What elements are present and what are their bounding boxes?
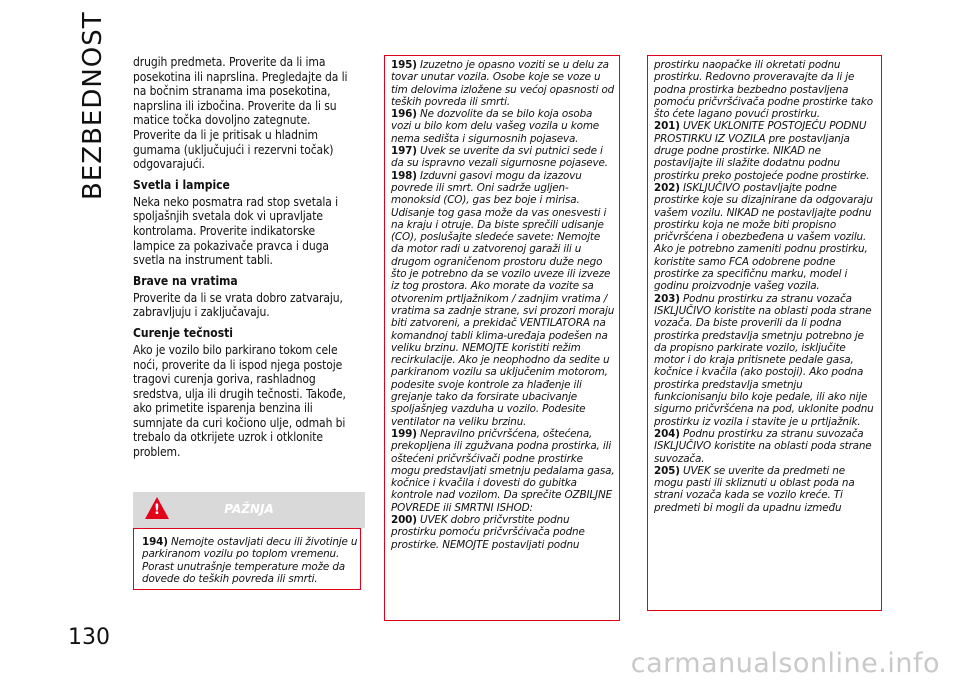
warning-note [142, 536, 360, 585]
note-item [391, 170, 615, 428]
note-item [654, 465, 877, 514]
note-text: UVEK se uverite da predmeti ne mogu pasti ili skliznuti u oblast poda na strani vozača kada se vozilo kreće. Ti predmeti bi mogli da upadnu između [654, 464, 855, 514]
notes-column-2 [384, 55, 620, 621]
watermark: carmanualsonline.info [630, 648, 940, 679]
warning-exclamation: ! [153, 502, 161, 518]
note-number: 195) [391, 59, 417, 71]
note-number: 197) [391, 145, 417, 158]
note-text: Podnu prostirku za stranu suvozača ISKLJUČIVO koristite na oblasti poda strane suvozača. [654, 427, 872, 465]
note-text: Uvek se uverite da svi putnici sede i da su ispravno vezali sigurnosne pojaseve. [391, 145, 608, 170]
note-number: 203) [654, 292, 680, 305]
heading-lights: Svetla i lampice [133, 177, 230, 192]
note-text: prostirku naopačke ili okretati podnu prostirku. Redovno proveravajte da li je podna prostirka bezbedno postavljena pomoću pričvršćivača podne prostirke tako što ćete lagano povući prostirku. [654, 59, 873, 121]
lights-paragraph: Neka neko posmatra rad stop svetala i spoljašnjih svetala dok vi upravljate kontrolama. Proverite indikatorske lampice za pokazivače pravca i duga svetla na instrument tabli. [133, 194, 338, 268]
main-text-column [133, 55, 355, 466]
intro-paragraph: drugih predmeta. Proverite da li ima posekotina ili naprslina. Pregledajte da li na bočnim stranama ima posekotina, naprslina ili izbočina. Proverite da li su matice točka dovoljno zategnute. Proverite da li je pritisak u hladnim gumama (uključujući i rezervni točak) odgovarajući. [133, 55, 348, 172]
note-number: 199) [391, 427, 417, 440]
note-number: 201) [654, 120, 680, 133]
note-item [654, 428, 877, 465]
note-text: Ne dozvolite da se bilo koja osoba vozi u bilo kom delu vašeg vozila u kome nema sedišta i sigurnosnih pojaseva. [391, 108, 600, 145]
warning-header [133, 492, 365, 528]
note-item [391, 59, 615, 108]
heading-fluid-leaks: Curenje tečnosti [133, 325, 234, 340]
note-text: UVEK UKLONITE POSTOJEĆU PODNU PROSTIRKU IZ VOZILA pre postavljanja druge podne prostirke. NIKAD ne postavljajte ili slažite dodatnu podnu prostirku preko postojeće podne prostirke. [654, 120, 870, 182]
note-item [654, 182, 877, 293]
note-item [654, 120, 877, 181]
note-number: 204) [654, 427, 680, 440]
notes-column-3 [647, 55, 882, 611]
note-text: Izuzetno je opasno voziti se u delu za tovar unutar vozila. Osobe koje se voze u tim delovima izložene su većoj opasnosti od teških povreda ili smrti. [391, 59, 615, 108]
door-locks-paragraph: Proverite da li se vrata dobro zatvaraju, zabravljuju i zaključavaju. [133, 290, 343, 320]
note-item [391, 108, 615, 145]
note-text: Podnu prostirku za stranu vozača ISKLJUČIVO koristite na oblasti poda strane vozača. Da biste proverili da li podna prostirka predstavlja smetnju potrebno je da propisno parkirate vozilo, isključite motor i do kraja pritisnete pedale gasa, kočnice i kvačila (ako postoji). Ako podna prostirka predstavlja smetnju funkcionisanju bilo koje pedale, ili ako nije sigurno pričvršćena na pod, uklonite podnu prostirku iz vozila i stavite je u prtljažnik. [654, 292, 874, 428]
note-item [654, 293, 877, 428]
heading-door-locks: Brave na vratima [133, 273, 238, 288]
warning-title: PAŽNJA [224, 502, 274, 516]
note-text: Nepravilno pričvršćena, oštećena, prekopljena ili zgužvana podna prostirka, ili oštećeni pričvršćivači podne prostirke mogu predstavljati smetnju pedalama gasa, kočnice i kvačila i dovesti do gubitka kontrole nad vozilom. Da sprečite OZBILJNE POVREDE ili SMRTNI ISHOD: [391, 427, 615, 514]
note-number: 196) [391, 108, 417, 121]
note-number: 200) [391, 513, 417, 526]
note-text: UVEK dobro pričvrstite podnu prostirku pomoću pričvršćivača podne prostirke. NEMOJTE postavljati podnu [391, 513, 585, 551]
note-text: Izduvni gasovi mogu da izazovu povrede ili smrt. Oni sadrže ugljen-monoksid (CO), gas bez boje i mirisa. Udisanje tog gasa može da vas onesvesti i na kraju i otruje. Da biste sprečili udisanje (CO), poslušajte sledeće savete: Nemojte da motor radi u zatvorenoj garaži ili u drugom ograničenom prostoru duže nego što je potrebno da se vozilo uveze ili izveze iz tog prostora. Ako morate da vozite sa otvorenim prtljažnikom / zadnjim vratima / vratima sa zadnje strane, svi prozori moraju biti zatvoreni, a prekidač VENTILATORA na komandnoj tabli klima-uređaja podešen na veliku brzinu. NEMOJTE koristiti režim recirkulacije. Ako je neophodno da sedite u parkiranom vozilu sa uključenim motorom, podesite svoje kontrole za hlađenje ili grejanje tako da forsirate ubacivanje spoljašnjeg vazduha u vozilo. Podesite ventilator na veliku brzinu. [391, 169, 615, 428]
note-item [391, 428, 615, 514]
fluid-leaks-paragraph: Ako je vozilo bilo parkirano tokom cele noći, proverite da li ispod njega postoje tragovi curenja goriva, rashladnog sredstva, ulja ili drugih tečnosti. Takođe, ako primetite isparenja benzina ili sumnjate da curi kočiono ulje, odmah bi trebalo da otkrijete uzrok i otklonite problem. [133, 342, 346, 460]
note-text: Nemojte ostavljati decu ili životinje u parkiranom vozilu po toplom vremenu. Porast unutrašnje temperature može da dovede do teških povreda ili smrti. [142, 536, 358, 585]
note-number: 198) [391, 169, 417, 182]
section-title: BEZBEDNOST [78, 11, 108, 200]
note-item [391, 145, 615, 170]
note-item [391, 514, 615, 551]
note-number: 194) [142, 536, 168, 548]
note-text: ISKLJUČIVO postavljajte podne prostirke koje su dizajnirane da odgovaraju vašem vozilu. NIKAD ne postavljajte podnu prostirku koja ne može biti propisno pričvršćena i obezbeđena u vašem vozilu. Ako je potrebno zameniti podnu prostirku, koristite samo FCA odobrene podne prostirke za specifičnu marku, model i godinu proizvodnje vašeg vozila. [654, 181, 873, 293]
note-item [654, 59, 877, 120]
note-number: 202) [654, 181, 680, 194]
page-number: 130 [68, 625, 110, 650]
note-number: 205) [654, 464, 680, 477]
warning-box [133, 528, 361, 590]
